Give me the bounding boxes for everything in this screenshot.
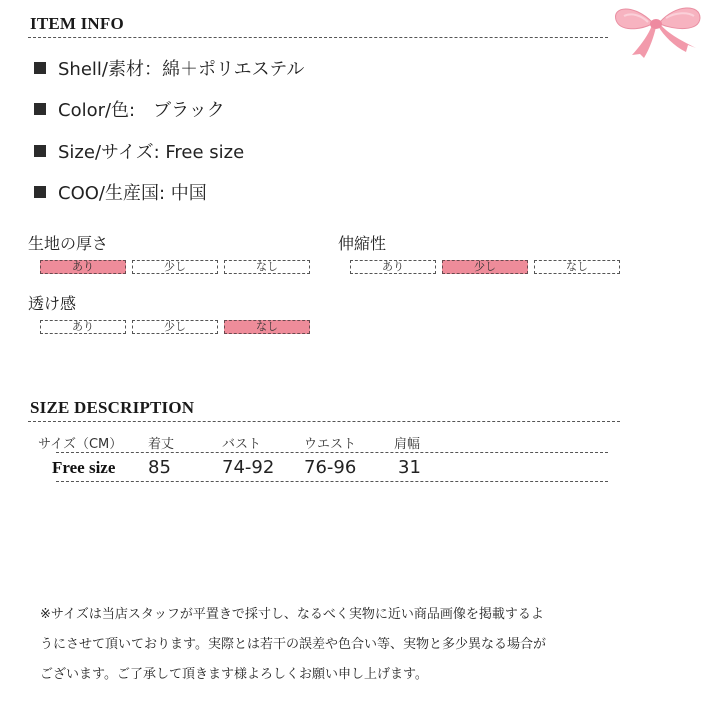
thickness-options (40, 260, 310, 274)
bullet-square-icon (34, 103, 46, 115)
item-info-divider (28, 37, 608, 38)
stretch-option-no: なし (534, 260, 620, 274)
bullet-size: Size/サイズ: Free size (34, 139, 244, 163)
value-shoulder: 31 (398, 457, 421, 478)
header-waist: ウエスト (304, 437, 357, 452)
ribbon-bow-icon (604, 0, 711, 58)
stretch-option-yes: あり (350, 260, 436, 274)
thickness-option-little: 少し (132, 260, 218, 274)
row-label-free-size: Free size (52, 458, 116, 477)
thickness-label: 生地の厚さ (28, 234, 109, 253)
stretch-option-little: 少し (442, 260, 528, 274)
value-bust: 74-92 (222, 457, 275, 478)
bullet-square-icon (34, 62, 46, 74)
thickness-option-no: なし (224, 260, 310, 274)
size-description-divider (28, 421, 620, 422)
stretch-label: 伸縮性 (338, 234, 387, 253)
transparency-option-no: なし (224, 320, 310, 334)
transparency-options (40, 320, 310, 334)
bullet-square-icon (34, 145, 46, 157)
transparency-option-little: 少し (132, 320, 218, 334)
header-shoulder: 肩幅 (394, 437, 421, 452)
bullet-color: Color/色: ブラック (34, 97, 225, 121)
table-row-divider (56, 481, 608, 482)
table-header-divider (56, 452, 608, 453)
bullet-coo: COO/生産国: 中国 (34, 180, 207, 204)
header-length: 着丈 (148, 437, 175, 452)
header-size: サイズ（CM） (38, 437, 123, 452)
note-line-3: ございます。ご了承して頂きます様よろしくお願い申し上げます。 (40, 667, 428, 682)
size-description-title: SIZE DESCRIPTION (30, 398, 195, 417)
note-line-2: うにさせて頂いております。実際とは若干の誤差や色合い等、実物と多少異なる場合が (40, 637, 546, 652)
transparency-option-yes: あり (40, 320, 126, 334)
value-waist: 76-96 (304, 457, 357, 478)
bullet-square-icon (34, 186, 46, 198)
value-length: 85 (148, 457, 171, 478)
note-line-1: ※サイズは当店スタッフが平置きで採寸し、なるべく実物に近い商品画像を掲載するよ (40, 607, 544, 622)
item-info-title: ITEM INFO (30, 14, 124, 33)
stretch-options (350, 260, 620, 274)
thickness-option-yes: あり (40, 260, 126, 274)
header-bust: バスト (222, 437, 262, 452)
bullet-shell: Shell/素材：綿＋ポリエステル (34, 56, 304, 80)
transparency-label: 透け感 (28, 294, 77, 313)
